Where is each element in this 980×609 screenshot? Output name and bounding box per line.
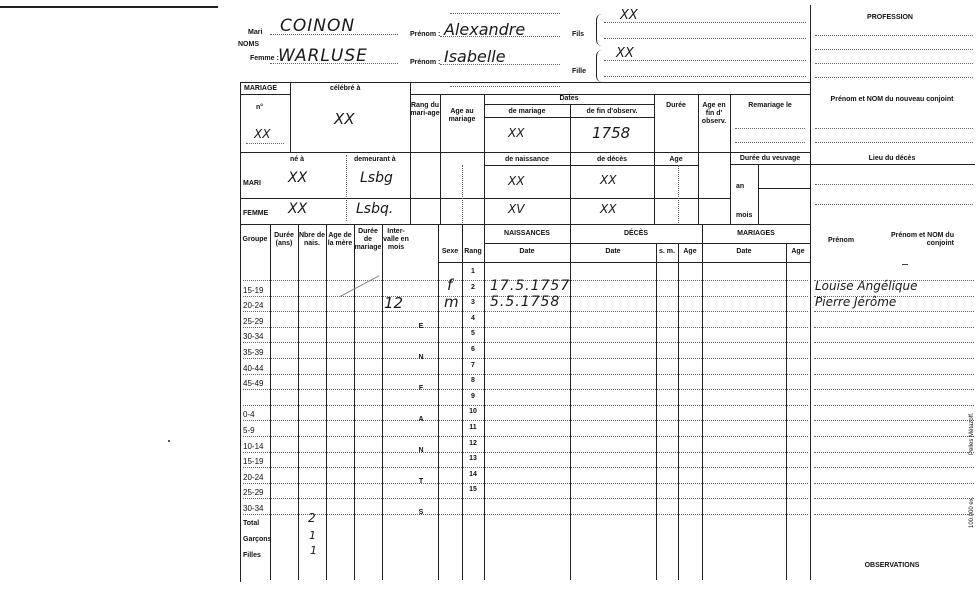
- enfants-letter: T: [418, 478, 424, 485]
- row-rule: [814, 514, 974, 515]
- child2-prenom: Pierre Jérôme: [815, 295, 897, 309]
- row-rule: [243, 498, 808, 499]
- group-label: 0-4: [243, 410, 255, 419]
- mari-ne-value: XX: [288, 170, 308, 186]
- de-mariage-label: de mariage: [508, 108, 546, 115]
- duree-ans-label: Durée (ans): [274, 232, 294, 247]
- rank-number: 11: [469, 424, 477, 431]
- no-value: XX: [254, 127, 271, 141]
- profession-label: PROFESSION: [867, 14, 913, 21]
- fils-label: Fils: [572, 31, 585, 38]
- mari-label: Mari: [248, 29, 263, 36]
- print-mark-2: 100.000 ex.: [969, 496, 975, 528]
- group-label: 35-39: [243, 348, 264, 357]
- fils-value: XX: [620, 8, 638, 23]
- rank-number: 9: [471, 393, 475, 400]
- rank-number: 13: [469, 455, 477, 462]
- lieu-deces-label: Lieu du décès: [868, 155, 916, 162]
- rank-number: 15: [469, 486, 477, 493]
- speck: [168, 440, 170, 442]
- group-label: 30-34: [243, 504, 264, 513]
- row-rule: [814, 483, 974, 484]
- child2-sexe: m: [444, 293, 459, 311]
- de-deces-label: de décès: [597, 156, 627, 163]
- prenom-nom-conjoint-label: Prénom et NOM du nouveau conjoint: [830, 96, 954, 103]
- femme-deces-value: XX: [600, 202, 617, 216]
- observations-label: OBSERVATIONS: [864, 562, 920, 569]
- prenom-label-mari: Prénom :: [410, 31, 441, 38]
- group-label: 20-24: [243, 473, 264, 482]
- groupe-label: Groupe: [242, 236, 268, 243]
- edge-line: [0, 6, 218, 8]
- femme-name: WARLUSE: [278, 46, 368, 66]
- naissances-label: NAISSANCES: [504, 230, 550, 237]
- row-rule: [814, 452, 974, 453]
- child1-sexe: f: [447, 276, 453, 294]
- rank-number: 3: [471, 299, 475, 306]
- deces-label: DÉCÈS: [623, 230, 649, 237]
- row-rule: [814, 467, 974, 468]
- mariage-title: MARIAGE: [244, 85, 278, 92]
- row-rule: [814, 405, 974, 406]
- rank-number: 5: [471, 330, 475, 337]
- group-label: 45-49: [243, 379, 264, 388]
- print-mark-1: Pelles Métazoff.: [969, 412, 975, 455]
- deces-date-label: Date: [605, 248, 621, 255]
- rank-number: 2: [471, 284, 475, 291]
- mari-naissance-value: XX: [508, 174, 525, 188]
- garcons-label: Garçons: [243, 536, 272, 543]
- total-value: 2: [308, 511, 316, 525]
- row-rule: [243, 405, 808, 406]
- rank-number: 14: [469, 471, 477, 478]
- femme-dem-value: Lsbq.: [356, 201, 394, 217]
- enfants-letter: F: [418, 385, 424, 392]
- group-label: 25-29: [243, 317, 264, 326]
- demeurant-label: demeurant à: [354, 156, 396, 163]
- femme-ne-value: XX: [288, 201, 308, 217]
- prenom-label-femme: Prénom :: [410, 59, 441, 66]
- row-rule: [243, 311, 808, 312]
- fille-label: Fille: [572, 68, 587, 75]
- row-rule: [243, 358, 808, 359]
- row-rule: [814, 420, 974, 421]
- rank-number: 12: [469, 440, 477, 447]
- duree-label: Durée: [666, 102, 686, 109]
- femme-naissance-value: XV: [508, 202, 525, 216]
- row-rule: [814, 498, 974, 499]
- pencil-mark: [902, 264, 908, 265]
- mari-prenom: Alexandre: [444, 20, 526, 39]
- enfants-letter: N: [418, 354, 424, 361]
- pencil-stroke: [340, 275, 379, 297]
- deces-age-label: Age: [683, 248, 697, 255]
- celebre-label: célébré à: [330, 85, 361, 92]
- group-label: 30-34: [243, 332, 264, 341]
- rang-mariage-label: Rang du mari-age: [410, 102, 440, 117]
- total-label: Total: [243, 520, 260, 527]
- mari-name: COINON: [280, 16, 356, 36]
- row-rule: [243, 327, 808, 328]
- row-rule: [243, 514, 808, 515]
- row-rule: [814, 436, 974, 437]
- age-col-label: Age: [669, 156, 683, 163]
- rank-number: 7: [471, 362, 475, 369]
- row-rule: [243, 420, 808, 421]
- rank-number: 6: [471, 346, 475, 353]
- intervalle-label: Inter-valle en mois: [383, 228, 409, 251]
- dates-label: Dates: [559, 95, 579, 102]
- fin-observ-value: 1758: [592, 124, 631, 142]
- fille-value: XX: [616, 46, 634, 61]
- ne-a-label: né à: [290, 156, 305, 163]
- no-label: n°: [256, 104, 264, 111]
- row-rule: [814, 374, 974, 375]
- group-label: 5-9: [243, 426, 255, 435]
- rang-col-label: Rang: [464, 248, 482, 255]
- noms-label: NOMS: [238, 41, 259, 48]
- row-rule: [814, 327, 974, 328]
- mariages-date-label: Date: [736, 248, 752, 255]
- duree-veuvage-label: Durée du veuvage: [739, 155, 801, 162]
- garcons-value: 1: [309, 529, 316, 542]
- femme-row-label: FEMME: [243, 210, 269, 217]
- mariages-label: MARIAGES: [737, 230, 775, 237]
- enfants-letter: S: [418, 509, 424, 516]
- group-label: 20-24: [243, 301, 264, 310]
- mari-row-label: MARI: [243, 180, 261, 187]
- row-rule: [243, 342, 808, 343]
- row-rule: [814, 358, 974, 359]
- child1-date: 17.5.1757: [490, 278, 571, 294]
- date-mariage-value: XX: [508, 126, 525, 140]
- filles-label: Filles: [243, 552, 261, 559]
- sm-label: s. m.: [659, 248, 675, 255]
- group-label: 15-19: [243, 457, 264, 466]
- group-label: 40-44: [243, 364, 264, 373]
- enfants-letter: E: [418, 323, 424, 330]
- row-rule: [814, 342, 974, 343]
- fils-brace: [596, 14, 605, 46]
- row-rule: [243, 452, 808, 453]
- naissance-date-label: Date: [519, 248, 535, 255]
- child2-date: 5.5.1758: [490, 294, 561, 310]
- row-rule: [243, 374, 808, 375]
- row-rule: [243, 483, 808, 484]
- prenom-col-label: Prénom: [828, 237, 855, 244]
- row-rule: [243, 436, 808, 437]
- an-label: an: [736, 183, 745, 190]
- remariage-label: Remariage le: [748, 102, 792, 109]
- filles-value: 1: [310, 544, 317, 557]
- rank-number: 10: [469, 408, 477, 415]
- femme-prenom: Isabelle: [444, 47, 506, 66]
- row-rule: [243, 467, 808, 468]
- rank-number: 1: [471, 268, 475, 275]
- prenom-nom-conjoint-col-label: Prénom et NOM du conjoint: [890, 232, 954, 247]
- interval-value: 12: [384, 294, 404, 312]
- rank-number: 4: [471, 315, 475, 322]
- enfants-letter: N: [418, 447, 424, 454]
- age-mere-label: Age de la mère: [327, 232, 353, 247]
- celebre-value: XX: [334, 110, 355, 128]
- mois-label: mois: [736, 212, 753, 219]
- femme-label: Femme :: [250, 55, 279, 62]
- row-rule: [814, 311, 974, 312]
- group-label: 25-29: [243, 488, 264, 497]
- de-naissance-label: de naissance: [505, 156, 549, 163]
- row-rule: [814, 389, 974, 390]
- mari-deces-value: XX: [600, 173, 617, 187]
- row-rule: [243, 389, 808, 390]
- group-label: 10-14: [243, 442, 264, 451]
- group-label: 15-19: [243, 286, 264, 295]
- fin-observ-label: de fin d'observ.: [586, 108, 638, 115]
- nbre-nais-label: Nbre de nais.: [298, 232, 326, 247]
- child1-prenom: Louise Angélique: [815, 279, 918, 293]
- enfants-letter: A: [418, 416, 424, 423]
- fille-brace: [596, 50, 605, 82]
- mari-dem-value: Lsbg: [360, 170, 393, 186]
- mariages-age-label: Age: [791, 248, 805, 255]
- duree-mariage-label: Durée de mariage: [354, 228, 382, 251]
- rank-number: 8: [471, 377, 475, 384]
- sexe-label: Sexe: [441, 248, 459, 255]
- age-fin-label: Age en fin d' observ.: [701, 102, 727, 125]
- age-mariage-label: Age au mariage: [448, 108, 476, 123]
